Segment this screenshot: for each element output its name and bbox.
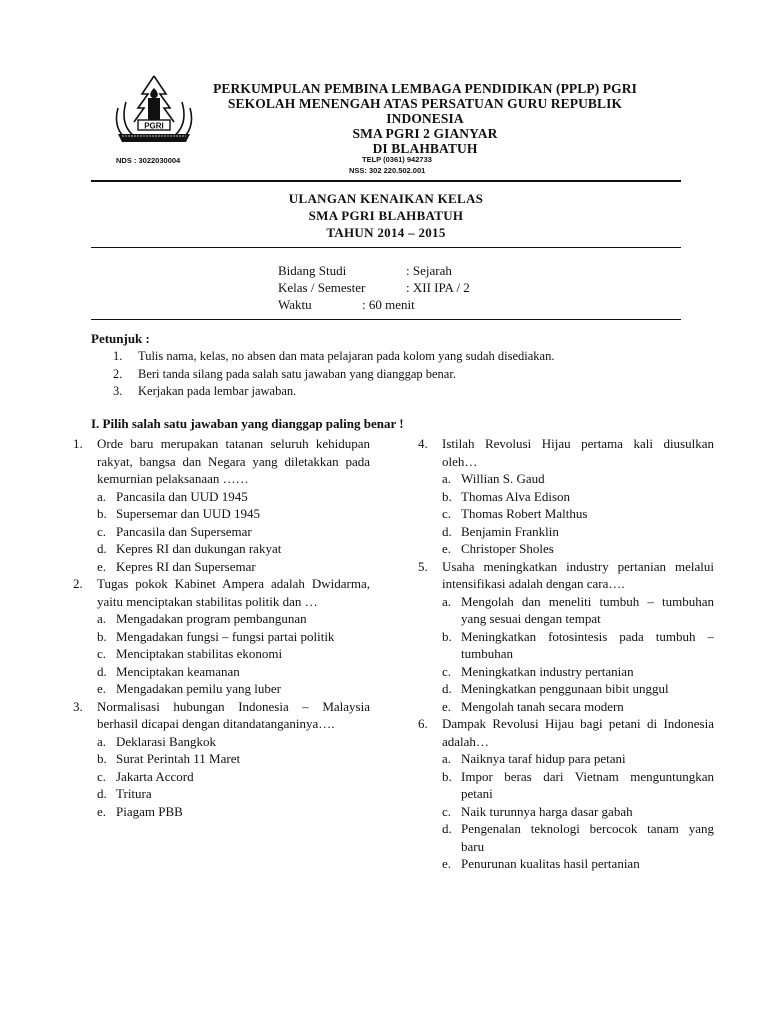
- question-text: Usaha meningkatkan industry pertanian melalui intensifikasi adalah dengan cara….: [442, 558, 714, 591]
- option-e: [97, 680, 370, 698]
- option-letter: a.: [97, 733, 107, 749]
- option-letter: b.: [442, 768, 452, 784]
- question-number: 1.: [73, 436, 83, 451]
- exam-title-1: ULANGAN KENAIKAN KELAS: [288, 191, 484, 206]
- option-d: [97, 663, 370, 681]
- option-text: Mengadakan program pembangunan: [116, 611, 307, 626]
- option-a: [97, 610, 370, 628]
- question-text: Orde baru merupakan tatanan seluruh kehidupan rakyat, bangsa dan Negara yang diletakkan pada kemurnian pelaksanaan ……: [97, 436, 370, 486]
- option-text: Naiknya taraf hidup para petani: [461, 751, 626, 766]
- option-d: [97, 785, 370, 803]
- petunjuk-item-text: Beri tanda silang pada salah satu jawaban yang dianggap benar.: [138, 366, 456, 381]
- option-letter: b.: [442, 488, 452, 504]
- petunjuk-item-number: 1.: [113, 349, 123, 363]
- option-e: [97, 803, 370, 821]
- option-text: Pancasila dan Supersemar: [116, 523, 252, 539]
- option-b: [97, 750, 370, 768]
- org-line-2: SEKOLAH MENENGAH ATAS PERSATUAN GURU REPUBLIK: [227, 96, 623, 111]
- option-text: Christoper Sholes: [461, 541, 554, 556]
- option-letter: b.: [442, 628, 452, 644]
- option-text: Meningkatkan penggunaan bibit unggul: [461, 681, 669, 696]
- option-text: Mengadakan pemilu yang luber: [116, 681, 281, 696]
- option-letter: a.: [97, 611, 107, 626]
- option-text: Benjamin Franklin: [461, 523, 559, 539]
- option-text: Pancasila dan UUD 1945: [116, 488, 248, 504]
- waktu-value: : 60 menit: [362, 297, 415, 312]
- kelas-value: : XII IPA / 2: [406, 280, 470, 295]
- option-letter: d.: [442, 821, 452, 836]
- questions-left-column: [73, 435, 370, 820]
- question-number: 3.: [73, 698, 83, 714]
- option-letter: c.: [442, 663, 452, 679]
- option-letter: e.: [442, 541, 452, 556]
- option-letter: a.: [442, 471, 452, 486]
- section-1-heading: I. Pilih salah satu jawaban yang dianggap paling benar !: [91, 416, 404, 431]
- option-letter: c.: [97, 768, 107, 784]
- option-letter: e.: [97, 803, 107, 819]
- option-letter: d.: [97, 663, 107, 679]
- option-text: Mengadakan fungsi – fungsi partai politik: [116, 628, 335, 644]
- question-number: 2.: [73, 576, 83, 591]
- petunjuk-heading: Petunjuk :: [91, 331, 150, 346]
- option-letter: e.: [97, 681, 107, 696]
- question-text: Istilah Revolusi Hijau pertama kali diusulkan oleh…: [442, 436, 714, 469]
- option-letter: e.: [97, 558, 107, 574]
- option-text: Mengolah tanah secara modern: [461, 698, 624, 714]
- option-a: [442, 593, 714, 628]
- option-letter: a.: [442, 751, 452, 766]
- option-letter: c.: [442, 803, 452, 819]
- option-letter: d.: [442, 523, 452, 539]
- option-e: [442, 698, 714, 716]
- option-text: Deklarasi Bangkok: [116, 733, 217, 749]
- svg-text:PGRI: PGRI: [144, 121, 164, 131]
- option-b: [442, 628, 714, 663]
- option-letter: b.: [97, 628, 107, 644]
- org-line-4: SMA PGRI 2 GIANYAR: [352, 126, 498, 141]
- question-5: [418, 558, 714, 716]
- option-b: [442, 768, 714, 803]
- option-text: Meningkatkan industry pertanian: [461, 663, 634, 679]
- option-letter: d.: [97, 541, 107, 556]
- option-d: [442, 680, 714, 698]
- petunjuk-item-number: 3.: [113, 384, 123, 398]
- nss-number: NSS: 302 220.502.001: [349, 166, 426, 175]
- option-text: Naik turunnya harga dasar gabah: [461, 803, 633, 819]
- org-line-5: DI BLAHBATUH: [372, 141, 478, 156]
- exam-title-2: SMA PGRI BLAHBATUH: [308, 208, 464, 223]
- org-line-3: INDONESIA: [386, 111, 464, 126]
- nds-number: NDS : 3022030004: [116, 156, 181, 165]
- option-letter: c.: [97, 523, 107, 539]
- petunjuk-item-text: Tulis nama, kelas, no absen dan mata pelajaran pada kolom yang sudah disediakan.: [138, 349, 555, 363]
- option-text: Thomas Alva Edison: [461, 488, 571, 504]
- option-text: Surat Perintah 11 Maret: [116, 751, 241, 766]
- option-text: Mengolah dan meneliti tumbuh – tumbuhan yang sesuai dengan tempat: [461, 593, 714, 626]
- option-letter: c.: [97, 646, 107, 661]
- options-list: [97, 610, 370, 698]
- option-d: [442, 820, 714, 855]
- petunjuk-item-text: Kerjakan pada lembar jawaban.: [138, 384, 297, 398]
- option-letter: d.: [442, 681, 452, 696]
- option-text: Penurunan kualitas hasil pertanian: [461, 856, 640, 871]
- exam-title-3: TAHUN 2014 – 2015: [326, 225, 446, 240]
- question-4: [418, 435, 714, 558]
- option-a: [97, 488, 370, 506]
- question-number: 4.: [418, 436, 428, 451]
- option-letter: c.: [442, 506, 452, 521]
- option-text: Tritura: [116, 786, 152, 801]
- question-6: [418, 715, 714, 873]
- option-c: [97, 768, 370, 786]
- option-letter: a.: [442, 593, 452, 609]
- option-d: [97, 540, 370, 558]
- bidang-label: Bidang Studi: [278, 263, 347, 278]
- meta-divider: [91, 319, 681, 320]
- option-text: Willian S. Gaud: [461, 471, 545, 486]
- option-a: [442, 470, 714, 488]
- header-divider: [91, 180, 681, 182]
- question-1: [73, 435, 370, 575]
- option-b: [442, 488, 714, 506]
- option-c: [97, 523, 370, 541]
- option-e: [97, 558, 370, 576]
- option-text: Jakarta Accord: [116, 768, 194, 784]
- option-text: Kepres RI dan dukungan rakyat: [116, 541, 282, 556]
- option-c: [442, 803, 714, 821]
- option-letter: a.: [97, 488, 107, 504]
- options-list: [97, 733, 370, 821]
- question-text: Normalisasi hubungan Indonesia – Malaysia berhasil dicapai dengan ditandatanganinya….: [97, 698, 370, 731]
- option-c: [442, 505, 714, 523]
- option-b: [97, 505, 370, 523]
- telp-number: TELP (0361) 942733: [362, 155, 432, 164]
- question-text: Dampak Revolusi Hijau bagi petani di Indonesia adalah…: [442, 716, 714, 749]
- options-list: [442, 750, 714, 873]
- petunjuk-item-number: 2.: [113, 366, 123, 381]
- options-list: [442, 593, 714, 716]
- option-letter: b.: [97, 751, 107, 766]
- question-3: [73, 698, 370, 821]
- option-d: [442, 523, 714, 541]
- org-line-1: PERKUMPULAN PEMBINA LEMBAGA PENDIDIKAN (PPLP) PGRI: [213, 81, 637, 96]
- options-list: [442, 470, 714, 558]
- question-number: 6.: [418, 716, 428, 731]
- option-text: Pengenalan teknologi bercocok tanam yang baru: [461, 821, 714, 854]
- option-c: [442, 663, 714, 681]
- option-text: Meningkatkan fotosintesis pada tumbuh – tumbuhan: [461, 628, 714, 661]
- option-a: [97, 733, 370, 751]
- option-letter: b.: [97, 506, 107, 521]
- options-list: [97, 488, 370, 576]
- option-c: [97, 645, 370, 663]
- option-text: Supersemar dan UUD 1945: [116, 506, 261, 521]
- option-a: [442, 750, 714, 768]
- title-divider: [91, 247, 681, 248]
- questions-right-column: [418, 435, 714, 873]
- option-e: [442, 855, 714, 873]
- option-text: Menciptakan stabilitas ekonomi: [116, 646, 283, 661]
- option-letter: e.: [442, 856, 452, 871]
- question-text: Tugas pokok Kabinet Ampera adalah Dwidarma, yaitu menciptakan stabilitas politik dan …: [97, 576, 370, 609]
- option-letter: e.: [442, 698, 452, 714]
- waktu-label: Waktu: [278, 297, 312, 312]
- option-text: Thomas Robert Malthus: [461, 506, 588, 521]
- option-b: [97, 628, 370, 646]
- bidang-value: : Sejarah: [406, 263, 452, 278]
- option-text: Impor beras dari Vietnam menguntungkan petani: [461, 768, 714, 801]
- option-text: Kepres RI dan Supersemar: [116, 558, 256, 574]
- question-2: [73, 575, 370, 698]
- question-number: 5.: [418, 558, 428, 574]
- kelas-label: Kelas / Semester: [278, 280, 366, 295]
- option-text: Menciptakan keamanan: [116, 663, 240, 679]
- option-e: [442, 540, 714, 558]
- option-letter: d.: [97, 786, 107, 801]
- option-text: Piagam PBB: [116, 803, 183, 819]
